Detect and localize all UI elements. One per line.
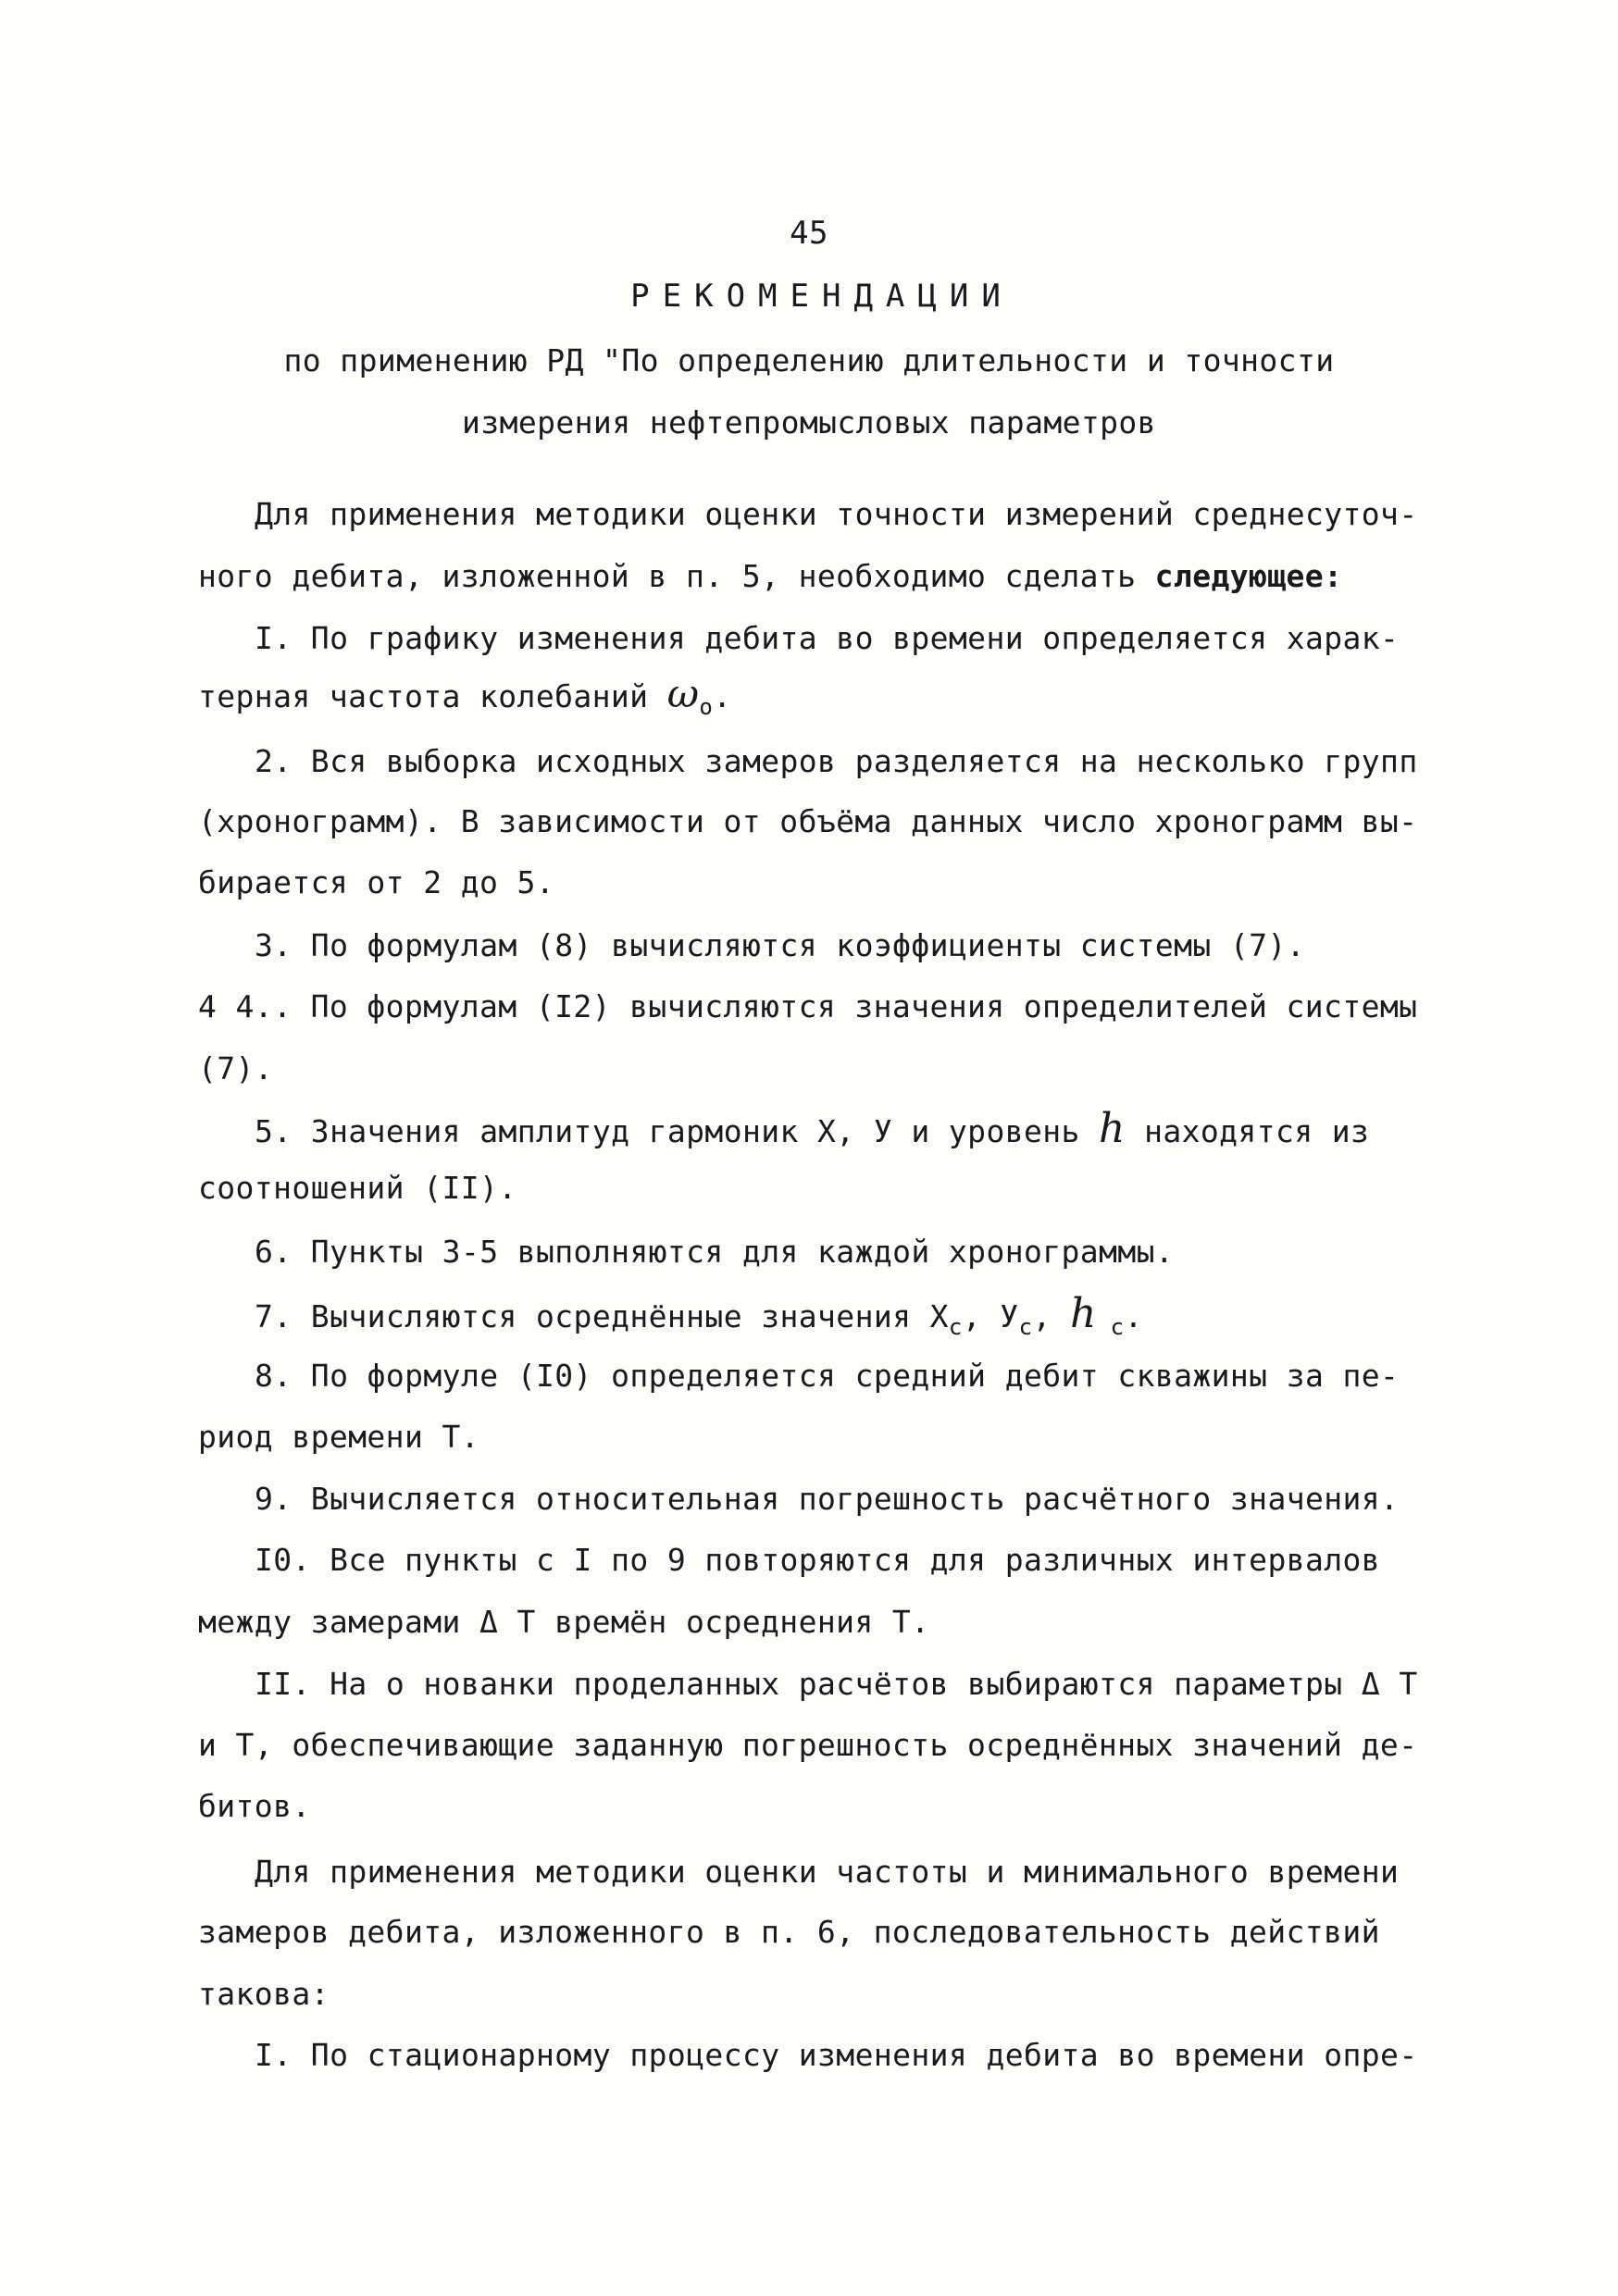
intro1-line-2-text: ного дебита, изложенной в п. 5, необходимо сделать (198, 558, 1155, 594)
step-2-line-2: (хронограмм). В зависимости от объёма данных число хронограмм вы- (198, 803, 1418, 839)
intro1-line-2 (198, 558, 1342, 595)
step-11-line-1: II. На о нованки проделанных расчётов выбираются параметры Δ Т (255, 1666, 1418, 1702)
intro1-line-1: Для применения методики оценки точности измерений среднесуточ- (255, 496, 1418, 532)
step-11-line-3: битов. (198, 1788, 311, 1824)
step-7-separator-1: , У (962, 1298, 1019, 1334)
y-subscript: c (1018, 1314, 1033, 1340)
page-number: 45 (790, 215, 828, 252)
x-subscript: c (948, 1314, 963, 1340)
intro2-line-1: Для применения методики оценки частоты и минимального времени (255, 1854, 1400, 1890)
step-8-line-1: 8. По формуле (I0) определяется средний дебит скважины за пе- (255, 1358, 1400, 1394)
step-7-text: 7. Вычисляются осреднённые значения X (255, 1298, 949, 1334)
step-2-line-1: 2. Вся выборка исходных замеров разделяется на несколько групп (255, 743, 1418, 779)
step-5-text-end: находятся из (1125, 1113, 1370, 1149)
step-7-line-1 (255, 1290, 1143, 1340)
step-10-line-1: I0. Все пункты с I по 9 повторяются для различных интервалов (255, 1542, 1381, 1578)
h-subscript: c (1096, 1314, 1125, 1340)
step-2-line-3: бирается от 2 до 5. (198, 864, 555, 900)
omega-symbol: ω (666, 671, 700, 716)
intro2-line-3: такова: (198, 1976, 330, 2012)
intro2-line-2: замеров дебита, изложенного в п. 6, последовательность действий (198, 1914, 1380, 1950)
h-symbol: h (1099, 1105, 1126, 1152)
step-5-line-1 (255, 1105, 1370, 1152)
step-7-separator-2: , (1032, 1298, 1070, 1334)
step-1-end: . (713, 678, 732, 714)
step-6-line-1: 6. Пункты 3-5 выполняются для каждой хронограммы. (255, 1234, 1175, 1270)
step-5-text: 5. Значения амплитуд гармоник X, У и уровень (255, 1113, 1100, 1149)
step-4-line-2: (7). (198, 1050, 274, 1086)
step-4-line-1: 4 4.. По формулам (I2) вычисляются значения определителей системы (198, 988, 1418, 1024)
steps2-step-1-line-1: I. По стационарному процессу изменения дебита во времени опре- (255, 2037, 1418, 2073)
h-symbol-2: h (1069, 1290, 1097, 1337)
step-7-end: . (1124, 1298, 1143, 1334)
step-5-line-2: соотношений (II). (198, 1170, 517, 1206)
step-10-line-2: между замерами Δ Т времён осреднения Т. (198, 1604, 930, 1640)
step-1-line-2-text: терная частота колебаний (198, 678, 667, 714)
step-8-line-2: риод времени Т. (198, 1419, 480, 1455)
omega-subscript: o (699, 694, 714, 720)
step-1-line-1: I. По графику изменения дебита во времени определяется харак- (255, 620, 1400, 656)
step-1-line-2 (198, 671, 732, 720)
page-title: РЕКОМЕНДАЦИИ (630, 278, 1014, 315)
subtitle-line-2: измерения нефтепромысловых параметров (462, 404, 1156, 441)
step-3-line-1: 3. По формулам (8) вычисляются коэффициенты системы (7). (255, 927, 1305, 963)
step-11-line-2: и Т, обеспечивающие заданную погрешность осреднённых значений де- (198, 1727, 1418, 1763)
intro1-line-2-emphasis: следующее: (1154, 558, 1343, 594)
subtitle-line-1: по применению РД "По определению длительности и точности (283, 342, 1335, 379)
step-9-line-1: 9. Вычисляется относительная погрешность расчётного значения. (255, 1481, 1400, 1517)
